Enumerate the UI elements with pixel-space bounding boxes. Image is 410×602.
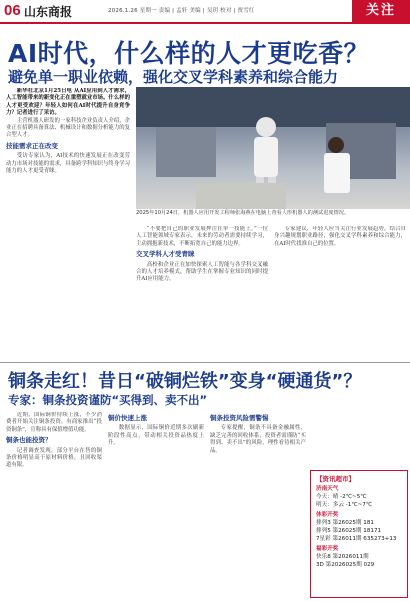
welfare-line: 快乐8 第2026011期 (316, 554, 369, 560)
article1-column-3 (274, 226, 406, 358)
weather-line: 明天：多云 -1℃~7℃ (316, 502, 373, 508)
article2-para: 近期，国际铜价持续上涨，不少消费者开始关注铜条投资。有商家推出“投资铜条”，宣称具有保值增值功能。 (6, 412, 102, 433)
section-tag: 关注 (352, 0, 410, 22)
robot-lab-photo-icon (136, 87, 410, 209)
info-box (310, 470, 408, 598)
article-divider (0, 362, 410, 363)
article1-lead: 新华社北京1月25日电 从AI应用到人才需求，人工智能带来的新变化正在重塑就业市场。什么样的人才更受欢迎？年轻人如何在AI时代提升自身竞争力？记者进行了采访。 (6, 88, 130, 117)
photo-caption: 2025年10月24日，机器人应用开发工程师张海燕在电脑上查看人形机器人的测试进度情况。 (136, 210, 350, 216)
lottery-line: 7星彩 第26011期 635273+13 (316, 536, 397, 542)
welfare-label: 福彩开奖 (316, 546, 339, 552)
lottery-label: 体彩开奖 (316, 512, 339, 518)
lottery-line: 排列5 第26025期 18171 (316, 528, 382, 534)
article1-subhead: 交叉学科人才受青睐 (136, 250, 195, 259)
article2-subhead: 铜价快速上涨 (108, 414, 147, 422)
article1-para: 受访专家认为，AI技术的快速发展正在改变劳动力市场对技能的需求，具备跨学科知识与终身学习能力的人才更受青睐。 (6, 153, 130, 175)
section-name: 山东商报 (24, 5, 73, 19)
page-header (0, 0, 410, 22)
lottery-line: 排列3 第26025期 181 (316, 520, 374, 526)
weather-line: 今天：晴 -2℃~5℃ (316, 494, 367, 500)
welfare-line: 3D 第2026025期 029 (316, 562, 375, 568)
article2-title: 铜条走红！昔日“破铜烂铁”变身“硬通货”？ (8, 371, 362, 392)
article2-subhead: 铜条投资风险需警惕 (210, 414, 269, 422)
header-rule (0, 22, 410, 24)
weather-label: 济南天气 (316, 486, 339, 492)
article1-para: 主营机器人研发的一家科技企业负责人介绍，企业正在招聘具备算法、机械设计和数据分析能力的复合型人才。 (6, 117, 130, 139)
article1-subtitle: 避免单一职业依赖，强化交叉学科素养和综合能力 (8, 68, 339, 86)
article2-para: 记者调查发现，部分平台在售的铜条价格明显高于原材料价格，且回收渠道有限。 (6, 447, 102, 469)
page-number: 06 (4, 2, 21, 19)
news-photo (136, 87, 410, 209)
article1-para: 高校和企业正在加快探索人工智能与各学科交叉融合的人才培养模式，帮助学生在掌握专业知识的同时提升AI应用能力。 (136, 261, 268, 283)
article1-para: 专家建议，年轻人应当关注行业发展趋势，结合自身兴趣规划职业路径，强化交叉学科素养和综合能力，在AI时代找准自己的位置。 (274, 226, 406, 247)
article1-column-2 (136, 226, 268, 358)
article2-subhead: 铜条也能投资？ (6, 436, 52, 445)
article2-column-3 (210, 412, 306, 598)
article1-column-1 (6, 88, 130, 358)
article1-subhead: 技能需求正在改变 (6, 141, 58, 150)
article2-para: 数据显示，国际铜价近期多次刷新阶段性高点，带动相关投资品热度上升。 (108, 425, 204, 447)
article1-title: AI时代，什么样的人才更吃香？ (8, 39, 370, 68)
page-meta: 2026.1.26 星期一 责编 | 孟轩 美编 | 吴玥 校对 | 贾雪红 (108, 8, 255, 14)
info-title: 【资讯超市】 (316, 475, 355, 483)
article2-subtitle: 专家：铜条投资谨防“买得到、卖不出” (8, 393, 208, 407)
article2-para: 专家提醒，铜条不具备金融属性，缺乏完善的回收体系，投资者需谨防“买得到、卖不出”的风险，理性看待相关产品。 (210, 425, 306, 454)
article1-para: “不要把自己的职业发展押注在单一技能上。”一位人工智能领域专家表示，未来的劳动者需要持续学习，主动拥抱新技术，不断拓宽自己的能力边界。 (136, 226, 268, 247)
article2-column-1 (6, 412, 102, 598)
article2-column-2 (108, 412, 204, 598)
